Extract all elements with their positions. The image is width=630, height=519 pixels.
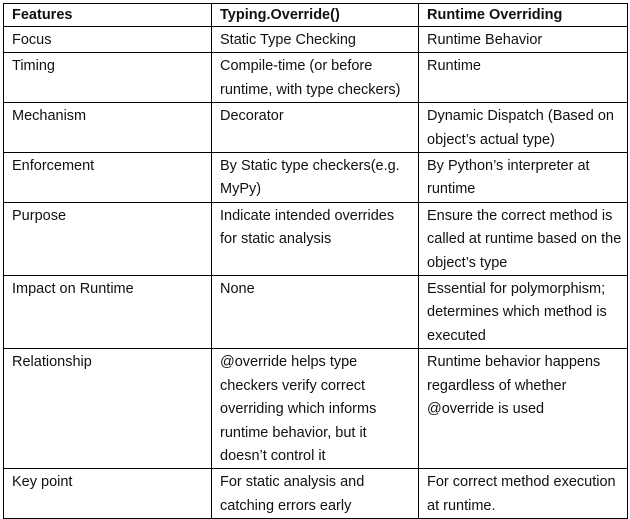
runtime-overriding-cell: Runtime xyxy=(419,53,628,103)
typing-override-cell: Compile-time (or before runtime, with type checkers) xyxy=(212,53,419,103)
typing-override-cell: Indicate intended overrides for static analysis xyxy=(212,202,419,275)
comparison-table xyxy=(3,3,628,519)
table-row xyxy=(4,276,628,349)
runtime-overriding-cell: Runtime Behavior xyxy=(419,27,628,53)
runtime-overriding-cell: Runtime behavior happens regardless of whether @override is used xyxy=(419,349,628,469)
runtime-overriding-cell: Ensure the correct method is called at runtime based on the object’s type xyxy=(419,202,628,275)
feature-cell: Focus xyxy=(4,27,212,53)
feature-cell: Enforcement xyxy=(4,153,212,203)
table-row xyxy=(4,349,628,469)
feature-cell: Mechanism xyxy=(4,103,212,153)
typing-override-cell: For static analysis and catching errors early xyxy=(212,469,419,519)
typing-override-cell: @override helps type checkers verify correct overriding which informs runtime behavior, but it doesn’t control it xyxy=(212,349,419,469)
header-typing-override: Typing.Override() xyxy=(212,4,419,27)
typing-override-cell: Static Type Checking xyxy=(212,27,419,53)
feature-cell: Key point xyxy=(4,469,212,519)
typing-override-cell: Decorator xyxy=(212,103,419,153)
header-features: Features xyxy=(4,4,212,27)
table-row xyxy=(4,469,628,519)
typing-override-cell: By Static type checkers(e.g. MyPy) xyxy=(212,153,419,203)
feature-cell: Purpose xyxy=(4,202,212,275)
table-row xyxy=(4,53,628,103)
comparison-table-container xyxy=(3,3,627,519)
runtime-overriding-cell: By Python’s interpreter at runtime xyxy=(419,153,628,203)
typing-override-cell: None xyxy=(212,276,419,349)
runtime-overriding-cell: Essential for polymorphism; determines which method is executed xyxy=(419,276,628,349)
table-row xyxy=(4,27,628,53)
table-row xyxy=(4,103,628,153)
table-row xyxy=(4,153,628,203)
header-runtime-overriding: Runtime Overriding xyxy=(419,4,628,27)
runtime-overriding-cell: For correct method execution at runtime. xyxy=(419,469,628,519)
feature-cell: Timing xyxy=(4,53,212,103)
runtime-overriding-cell: Dynamic Dispatch (Based on object’s actual type) xyxy=(419,103,628,153)
feature-cell: Impact on Runtime xyxy=(4,276,212,349)
table-row xyxy=(4,202,628,275)
table-header-row xyxy=(4,4,628,27)
feature-cell: Relationship xyxy=(4,349,212,469)
